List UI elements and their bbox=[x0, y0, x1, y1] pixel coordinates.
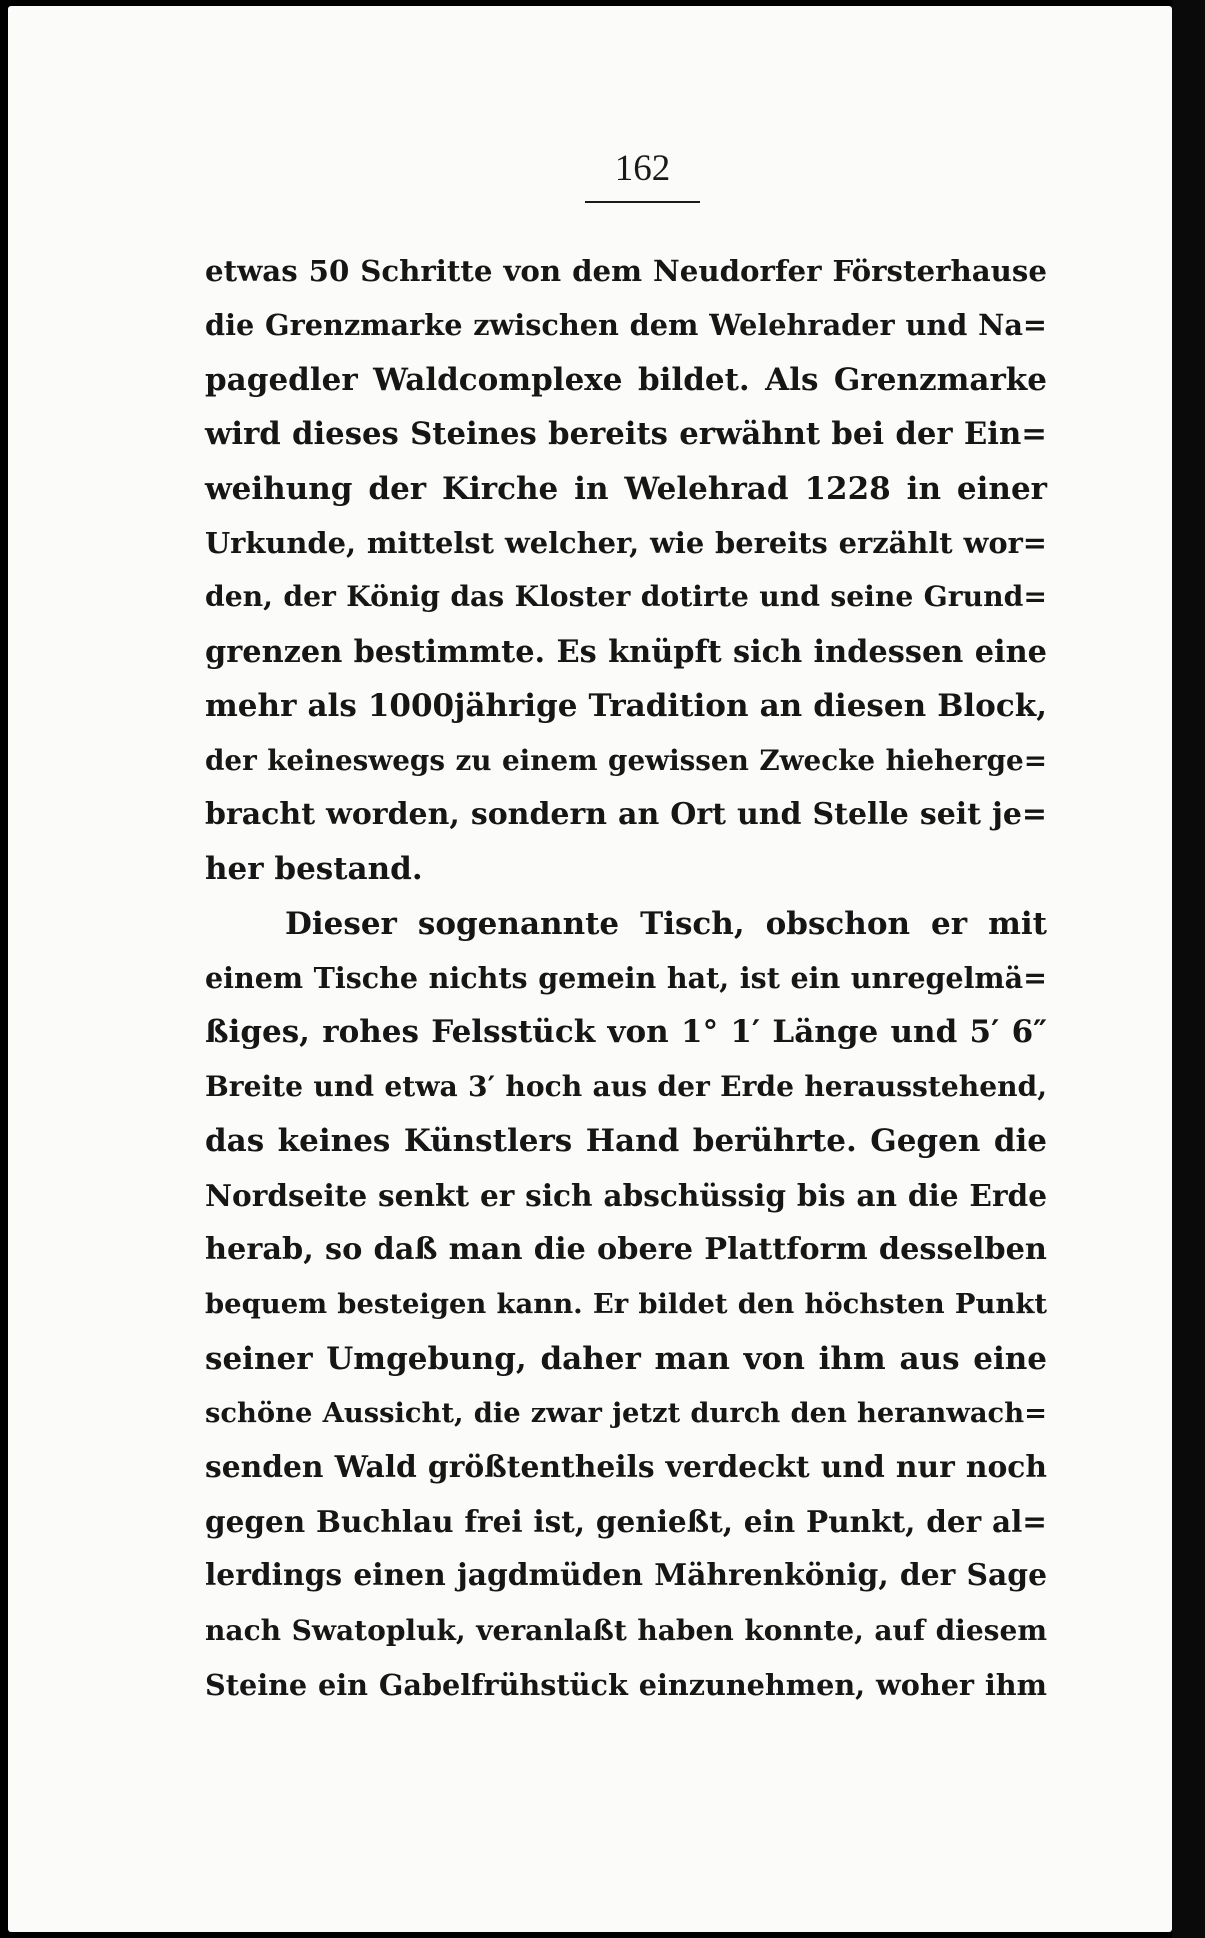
text-line: schöne Aussicht, die zwar jetzt durch den heranwach= bbox=[205, 1397, 1047, 1430]
page-header bbox=[585, 150, 700, 187]
text-line: Nordseite senkt er sich abschüssig bis an die Erde bbox=[205, 1177, 1047, 1213]
text-line: Urkunde, mittelst welcher, wie bereits erzählt wor= bbox=[205, 525, 1047, 560]
text-line: wird dieses Steines bereits erwähnt bei der Ein= bbox=[205, 416, 1047, 453]
text-line: der keineswegs zu einem gewissen Zwecke hieherge= bbox=[205, 743, 1047, 777]
text-line: Steine ein Gabelfrühstück einzunehmen, woher ihm bbox=[205, 1668, 1047, 1703]
text-line: her bestand. bbox=[205, 851, 423, 888]
text-line: weihung der Kirche in Welehrad 1228 in einer bbox=[205, 470, 1047, 507]
text-line: herab, so daß man die obere Plattform desselben bbox=[205, 1232, 1047, 1268]
text-line: einem Tische nichts gemein hat, ist ein unregelmä= bbox=[205, 961, 1047, 996]
text-line: mehr als 1000jährige Tradition an diesen Block, bbox=[205, 688, 1047, 725]
text-line: pagedler Waldcomplexe bildet. Als Grenzmarke bbox=[205, 361, 1047, 398]
text-line: den, der König das Kloster dotirte und seine Grund= bbox=[205, 580, 1047, 614]
text-line: seiner Umgebung, daher man von ihm aus eine bbox=[205, 1340, 1047, 1377]
text-line: bracht worden, sondern an Ort und Stelle seit je= bbox=[205, 796, 1047, 832]
text-line: bequem besteigen kann. Er bildet den höchsten Punkt bbox=[205, 1288, 1047, 1321]
text-line: lerdings einen jagdmüden Mährenkönig, der Sage bbox=[205, 1558, 1047, 1594]
text-line: ßiges, rohes Felsstück von 1° 1′ Länge und 5′ 6″ bbox=[205, 1014, 1047, 1051]
header-rule bbox=[585, 201, 700, 203]
body-text bbox=[205, 244, 1047, 1713]
scan-edge-shadow bbox=[1172, 0, 1205, 1938]
page-number: 162 bbox=[614, 148, 671, 189]
paragraph-start-line: Dieser sogenannte Tisch, obschon er mit bbox=[285, 905, 1047, 942]
text-line: das keines Künstlers Hand berührte. Gegen die bbox=[205, 1123, 1047, 1160]
text-line: senden Wald größtentheils verdeckt und nur noch bbox=[205, 1449, 1047, 1485]
text-line: etwas 50 Schritte von dem Neudorfer Försterhause bbox=[205, 254, 1047, 288]
text-line: nach Swatopluk, veranlaßt haben konnte, auf diesem bbox=[205, 1613, 1047, 1647]
text-line: grenzen bestimmte. Es knüpft sich indessen eine bbox=[205, 633, 1047, 670]
text-line: Breite und etwa 3′ hoch aus der Erde herausstehend, bbox=[205, 1069, 1047, 1103]
text-line: gegen Buchlau frei ist, genießt, ein Punkt, der al= bbox=[205, 1503, 1047, 1539]
text-line: die Grenzmarke zwischen dem Welehrader und Na= bbox=[205, 308, 1047, 343]
